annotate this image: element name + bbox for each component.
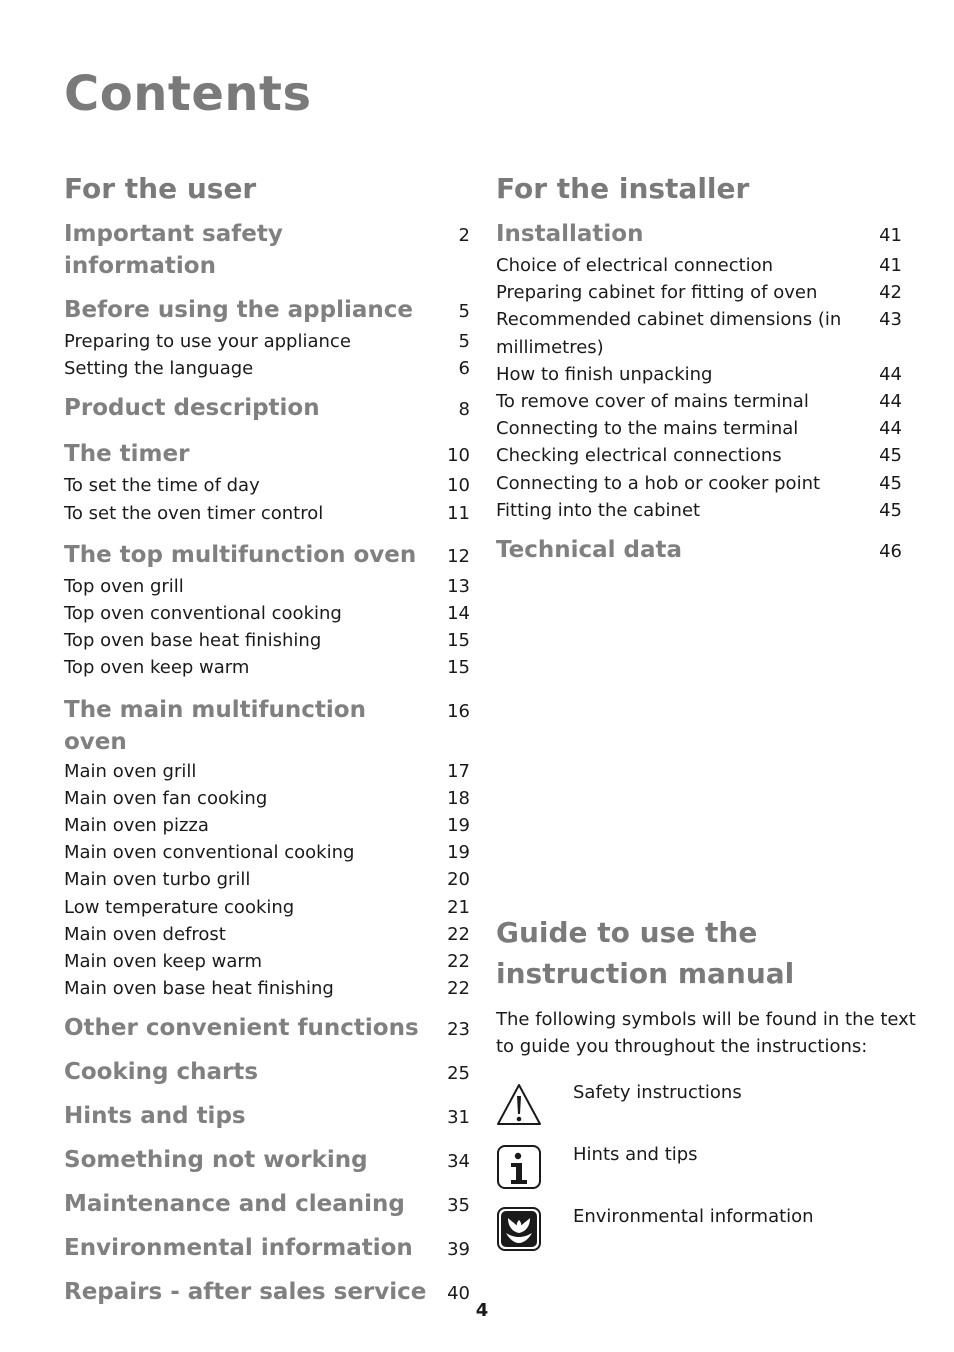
entry-label: Main oven turbo grill — [64, 869, 251, 891]
toc-entry[interactable] — [64, 812, 470, 839]
toc-entry[interactable] — [64, 758, 470, 785]
toc-section — [64, 218, 470, 282]
entry-label: Main oven defrost — [64, 923, 226, 945]
toc-entry[interactable] — [496, 306, 902, 360]
toc-entry[interactable] — [64, 894, 470, 921]
section-title: The top multifunction oven — [64, 541, 417, 568]
page-ref: 22 — [447, 978, 470, 1000]
page-ref: 14 — [447, 603, 470, 625]
toc-entry[interactable] — [64, 600, 470, 627]
section-title: The main multifunction oven — [64, 696, 366, 755]
installer-toc — [496, 218, 902, 568]
page-ref: 45 — [879, 499, 902, 521]
toc-entry[interactable] — [64, 500, 470, 527]
section-title: Important safety information — [64, 221, 283, 279]
toc-section — [64, 1144, 470, 1178]
entry-label: To set the time of day — [64, 475, 260, 497]
toc-entry[interactable] — [496, 279, 902, 306]
section-title: Hints and tips — [64, 1103, 246, 1130]
toc-entry[interactable] — [64, 975, 470, 1002]
page-ref: 22 — [447, 923, 470, 945]
toc-section-heading[interactable] — [64, 1056, 470, 1090]
page-ref: 18 — [447, 787, 470, 809]
page-ref: 15 — [447, 657, 470, 679]
entry-label: Connecting to a hob or cooker point — [496, 472, 821, 494]
section-title: Cooking charts — [64, 1059, 259, 1086]
toc-section-heading[interactable] — [64, 294, 470, 328]
toc-section — [64, 539, 470, 682]
page-ref: 5 — [458, 331, 470, 352]
page-ref: 41 — [879, 225, 902, 246]
toc-section — [496, 218, 902, 524]
section-title: The timer — [64, 441, 190, 468]
entry-label: Choice of electrical connection — [496, 255, 774, 276]
page-ref: 8 — [458, 399, 470, 421]
entry-label: Top oven grill — [64, 575, 184, 597]
toc-section — [64, 694, 470, 1003]
entry-label: To remove cover of mains terminal — [496, 391, 809, 413]
installer-heading: For the installer — [496, 172, 750, 205]
toc-entry[interactable] — [64, 328, 470, 355]
page-ref: 25 — [447, 1063, 470, 1085]
entry-label: To set the oven timer control — [64, 502, 324, 524]
toc-section-heading[interactable] — [496, 534, 902, 568]
page-ref: 19 — [447, 842, 470, 864]
entry-label: Fitting into the cabinet — [496, 499, 701, 521]
toc-entry[interactable] — [64, 627, 470, 654]
symbol-environment — [496, 1206, 814, 1252]
toc-entry[interactable] — [64, 654, 470, 681]
page-ref: 45 — [879, 445, 902, 467]
guide-section — [496, 912, 916, 1227]
toc-entry[interactable] — [64, 355, 470, 382]
section-title: Technical data — [496, 537, 683, 564]
toc-section-heading[interactable] — [64, 1012, 470, 1046]
toc-entry[interactable] — [64, 948, 470, 975]
section-title: Before using the appliance — [64, 297, 413, 323]
section-title: Maintenance and cleaning — [64, 1191, 405, 1218]
toc-section-heading[interactable] — [64, 438, 470, 472]
page-ref: 45 — [879, 472, 902, 494]
toc-section — [64, 1232, 470, 1266]
toc-section-heading[interactable] — [64, 1188, 470, 1222]
toc-section — [64, 1056, 470, 1090]
page-ref: 5 — [458, 301, 470, 322]
toc-entry[interactable] — [64, 839, 470, 866]
page-ref: 39 — [447, 1239, 470, 1261]
toc-entry[interactable] — [496, 361, 902, 388]
entry-label: Low temperature cooking — [64, 896, 295, 918]
info-icon — [496, 1144, 542, 1190]
entry-label: Top oven base heat finishing — [64, 630, 322, 652]
toc-entry[interactable] — [64, 785, 470, 812]
section-title: Something not working — [64, 1147, 368, 1174]
section-title: Other convenient functions — [64, 1015, 419, 1042]
page-ref: 34 — [447, 1151, 470, 1173]
entry-label: Preparing cabinet for fitting of oven — [496, 282, 818, 304]
toc-entry[interactable] — [496, 442, 902, 469]
page-ref: 13 — [447, 575, 470, 597]
entry-label: Main oven fan cooking — [64, 787, 268, 809]
entry-label: Connecting to the mains terminal — [496, 418, 799, 440]
page-ref: 6 — [458, 358, 470, 380]
toc-section — [64, 1100, 470, 1134]
page-ref: 10 — [447, 475, 470, 497]
toc-entry[interactable] — [496, 497, 902, 524]
section-title: Product description — [64, 395, 320, 422]
page-number: 4 — [475, 1300, 489, 1321]
guide-heading — [496, 912, 916, 994]
toc-entry[interactable] — [496, 388, 902, 415]
page-ref: 40 — [447, 1283, 470, 1305]
page-ref: 15 — [447, 630, 470, 652]
toc-section-heading[interactable] — [64, 218, 470, 282]
page-ref: 31 — [447, 1107, 470, 1129]
page-ref: 21 — [447, 896, 470, 918]
installer-column — [496, 170, 902, 568]
entry-label: Main oven grill — [64, 760, 197, 782]
page-ref: 11 — [447, 502, 470, 524]
section-title: Repairs - after sales service — [64, 1279, 427, 1306]
page-ref: 10 — [447, 445, 470, 467]
page-ref: 16 — [447, 700, 470, 722]
toc-entry[interactable] — [496, 252, 902, 279]
page-ref: 44 — [879, 363, 902, 385]
toc-section — [64, 438, 470, 526]
entry-label: Recommended cabinet dimensions (in millimetres) — [496, 309, 842, 358]
page-ref: 35 — [447, 1195, 470, 1217]
entry-label: Main oven conventional cooking — [64, 842, 355, 864]
user-heading: For the user — [64, 172, 257, 205]
page-ref: 22 — [447, 951, 470, 973]
page-ref: 17 — [447, 760, 470, 782]
toc-entry[interactable] — [64, 866, 470, 893]
toc-section — [64, 1012, 470, 1046]
entry-label: How to finish unpacking — [496, 363, 713, 385]
page-title: Contents — [64, 66, 312, 122]
symbol-label: Safety instructions — [573, 1082, 742, 1103]
symbol-label: Hints and tips — [573, 1144, 698, 1165]
section-title: Installation — [496, 221, 644, 247]
page-ref: 20 — [447, 869, 470, 891]
toc-entry[interactable] — [64, 573, 470, 600]
toc-section-heading[interactable] — [64, 1100, 470, 1134]
entry-label: Main oven pizza — [64, 815, 209, 837]
page-ref: 2 — [458, 225, 470, 246]
page-ref: 23 — [447, 1019, 470, 1041]
toc-entry[interactable] — [64, 921, 470, 948]
toc-section — [496, 534, 902, 568]
toc-section-heading[interactable] — [64, 1144, 470, 1178]
entry-label: Top oven conventional cooking — [64, 603, 342, 625]
toc-section — [64, 392, 470, 426]
guide-heading-text: Guide to use the instruction manual — [496, 916, 795, 990]
toc-section-heading[interactable] — [64, 694, 470, 758]
entry-label: Main oven keep warm — [64, 951, 263, 973]
page-ref: 44 — [879, 418, 902, 440]
environment-icon — [496, 1206, 542, 1252]
toc-section — [64, 1188, 470, 1222]
page-ref: 43 — [879, 309, 902, 331]
entry-label: Main oven base heat finishing — [64, 978, 334, 1000]
page-ref: 12 — [447, 545, 470, 567]
toc-section-heading[interactable] — [64, 392, 470, 426]
page-ref: 19 — [447, 815, 470, 837]
entry-label: Preparing to use your appliance — [64, 331, 351, 352]
warning-triangle-icon — [496, 1082, 542, 1128]
toc-section-heading[interactable] — [496, 218, 902, 252]
toc-entry[interactable] — [64, 472, 470, 499]
entry-label: Top oven keep warm — [64, 657, 250, 679]
page-ref: 46 — [879, 541, 902, 563]
page-ref: 41 — [879, 255, 902, 276]
entry-label: Setting the language — [64, 358, 254, 380]
page-ref: 44 — [879, 391, 902, 413]
toc-section-heading[interactable] — [64, 539, 470, 573]
entry-label: Checking electrical connections — [496, 445, 782, 467]
user-toc — [64, 218, 470, 1310]
page-ref: 42 — [879, 282, 902, 304]
toc-entry[interactable] — [496, 470, 902, 497]
toc-entry[interactable] — [496, 415, 902, 442]
toc-section — [64, 294, 470, 382]
guide-intro: The following symbols will be found in the text to guide you throughout the instructions: — [496, 1009, 916, 1057]
symbol-hints — [496, 1144, 698, 1190]
section-title: Environmental information — [64, 1235, 413, 1262]
symbol-label: Environmental information — [573, 1206, 814, 1227]
user-column — [64, 170, 470, 1310]
symbol-safety — [496, 1082, 742, 1128]
toc-section-heading[interactable] — [64, 1232, 470, 1266]
